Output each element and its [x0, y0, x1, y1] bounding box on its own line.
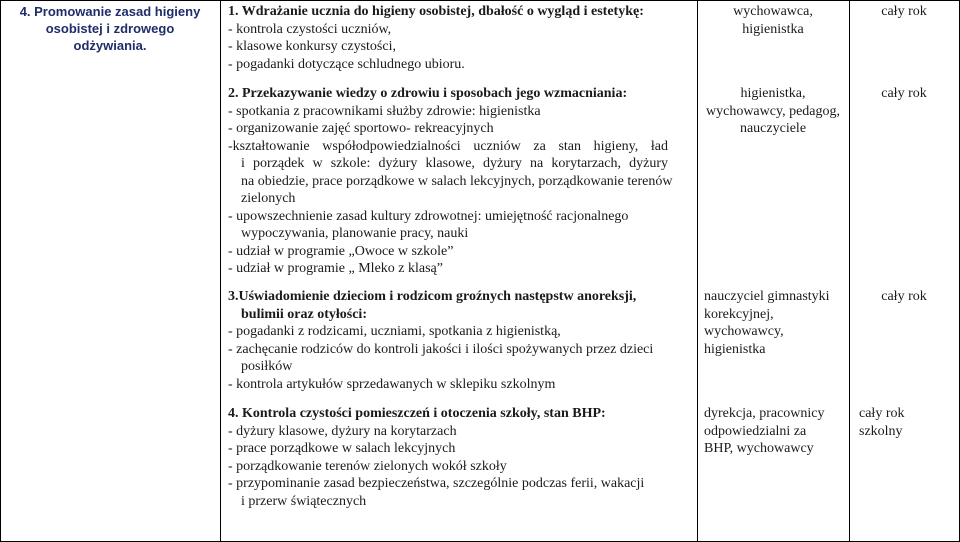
- task-4: [228, 405, 693, 510]
- area-title-line: 4. Promowanie zasad higieny: [19, 4, 201, 19]
- responsible-line: higienistka,: [740, 86, 806, 101]
- task-heading: 3.Uświadomienie dzieciom i rodzicom groźnych następstw anoreksji,: [228, 289, 637, 304]
- task-item: - udział w programie „Owoce w szkole”: [228, 243, 454, 259]
- responsible-3: [704, 288, 849, 358]
- task-heading-cont: bulimii oraz otyłości:: [241, 306, 367, 322]
- term-line: cały rok: [881, 4, 927, 19]
- task-1: [228, 3, 693, 73]
- task-item: - pogadanki dotyczące schludnego ubioru.: [228, 56, 465, 72]
- responsible-line: dyrekcja, pracownicy: [704, 406, 825, 421]
- term-line: cały rok: [881, 86, 927, 101]
- term-line: cały rok: [881, 289, 927, 304]
- task-item: i przerw świątecznych: [241, 493, 367, 509]
- task-item: na obiedzie, prace porządkowe w salach lekcyjnych, porządkowanie terenów: [241, 173, 673, 189]
- task-item: - kontrola artykułów sprzedawanych w sklepiku szkolnym: [228, 376, 556, 392]
- column-divider-1: [220, 0, 221, 542]
- area-title: [0, 3, 220, 54]
- responsible-line: wychowawcy, pedagog,: [706, 103, 840, 119]
- task-item: - przypominanie zasad bezpieczeństwa, szczególnie podczas ferii, wakacji: [228, 476, 645, 491]
- task-item: - pogadanki z rodzicami, uczniami, spotkania z higienistką,: [228, 324, 561, 339]
- term-2: [849, 85, 959, 103]
- responsible-line: BHP, wychowawcy: [704, 441, 814, 456]
- responsible-2: [697, 85, 849, 138]
- table-border-left: [0, 0, 1, 542]
- task-item: - udział w programie „ Mleko z klasą”: [228, 261, 443, 276]
- task-item: - kontrola czystości uczniów,: [228, 21, 392, 37]
- responsible-line: wychowawca,: [733, 4, 813, 19]
- responsible-line: wychowawcy,: [704, 324, 784, 339]
- task-item: - dyżury klasowe, dyżury na korytarzach: [228, 423, 457, 439]
- responsible-line: nauczyciel gimnastyki: [704, 289, 830, 304]
- task-item: i porządek w szkole: dyżury klasowe, dyżury na korytarzach, dyżury: [241, 156, 668, 171]
- responsible-line: nauczyciele: [739, 121, 807, 136]
- responsible-line: odpowiedzialni za: [704, 423, 807, 439]
- term-line: cały rok: [859, 406, 905, 421]
- task-heading: 1. Wdrażanie ucznia do higieny osobistej, dbałość o wygląd i estetykę:: [228, 4, 644, 19]
- task-item: wypoczywania, planowanie pracy, nauki: [241, 226, 469, 241]
- table-border-top: [0, 0, 960, 1]
- task-item: - spotkania z pracownikami służby zdrowie: higienistka: [228, 103, 541, 119]
- task-item: -kształtowanie współodpowiedzialności uczniów za stan higieny, ład: [228, 138, 668, 154]
- term-4: [859, 405, 959, 440]
- column-divider-2: [697, 0, 698, 542]
- task-item: zielonych: [241, 191, 296, 206]
- area-title-line: osobistej i zdrowego: [45, 21, 175, 36]
- responsible-1: [697, 3, 849, 38]
- responsible-line: korekcyjnej,: [704, 306, 774, 322]
- task-item: - organizowanie zajęć sportowo- rekreacyjnych: [228, 121, 494, 136]
- task-2: [228, 85, 673, 278]
- responsible-4: [704, 405, 849, 458]
- task-item: posiłków: [241, 359, 293, 374]
- term-1: [849, 3, 959, 21]
- task-item: - upowszechnienie zasad kultury zdrowotnej: umiejętność racjonalnego: [228, 208, 629, 224]
- task-heading: 4. Kontrola czystości pomieszczeń i otoczenia szkoły, stan BHP:: [228, 406, 606, 421]
- task-item: - zachęcanie rodziców do kontroli jakości i ilości spożywanych przez dzieci: [228, 341, 654, 357]
- term-3: [849, 288, 959, 306]
- column-divider-3: [849, 0, 850, 542]
- task-item: - klasowe konkursy czystości,: [228, 39, 396, 54]
- task-item: - prace porządkowe w salach lekcyjnych: [228, 441, 456, 456]
- responsible-line: higienistka: [742, 21, 804, 37]
- task-item: - porządkowanie terenów zielonych wokół szkoły: [228, 458, 507, 474]
- term-line: szkolny: [859, 423, 903, 439]
- task-3: [228, 288, 693, 393]
- responsible-line: higienistka: [704, 341, 766, 357]
- area-title-line: odżywiania.: [73, 38, 147, 53]
- task-heading: 2. Przekazywanie wiedzy o zdrowiu i sposobach jego wzmacniania:: [228, 86, 628, 101]
